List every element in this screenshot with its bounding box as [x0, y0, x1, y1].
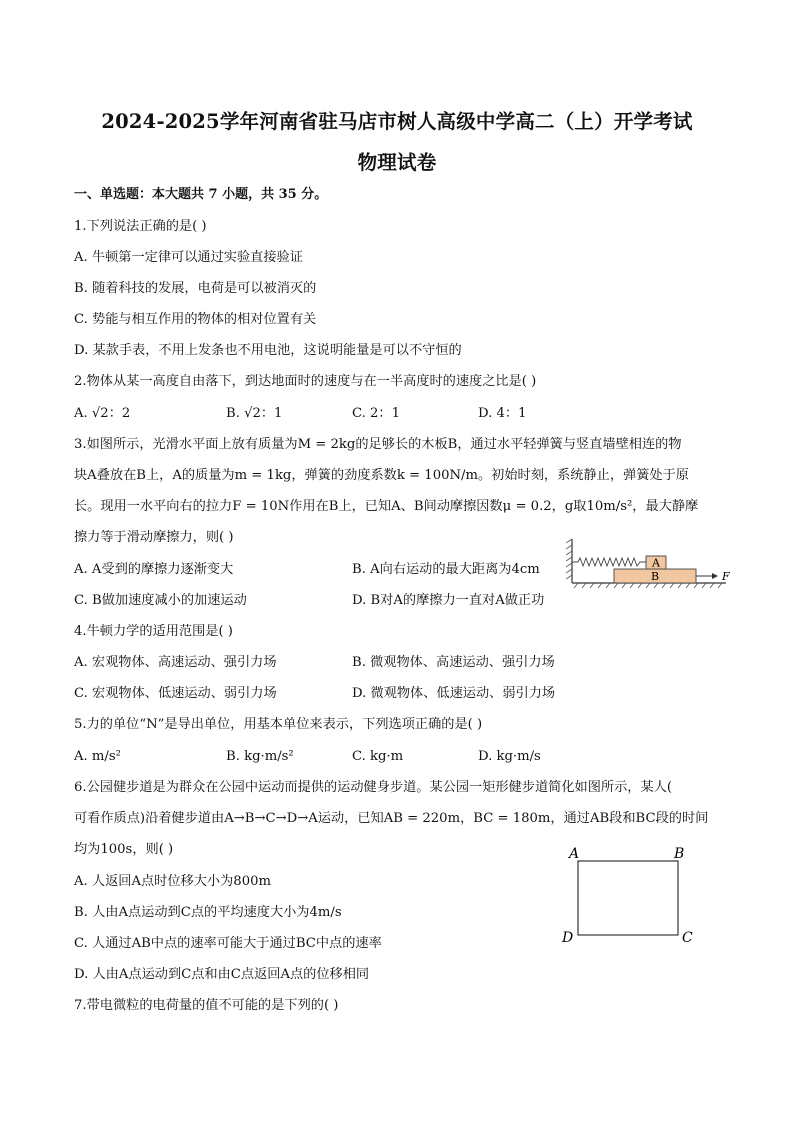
q2-stem: 2.物体从某一高度自由落下，到达地面时的速度与在一半高度时的速度之比是( )	[74, 374, 537, 389]
q1-option-d: D. 某款手表，不用上发条也不用电池，这说明能量是可以不守恒的	[74, 343, 462, 358]
q2-option-d: D. 4：1	[478, 406, 527, 421]
corner-b-label: B	[674, 846, 685, 862]
force-label: F	[722, 570, 730, 583]
q3-stem-line4: 擦力等于滑动摩擦力，则( )	[74, 530, 234, 545]
q7-stem: 7.带电微粒的电荷量的值不可能的是下列的( )	[74, 998, 339, 1013]
q6-option-c: C. 人通过AB中点的速率可能大于通过BC中点的速率	[74, 936, 382, 951]
q5-option-b: B. kg·m/s²	[226, 749, 294, 764]
q3-stem-line1: 3.如图所示，光滑水平面上放有质量为M = 2kg的足够长的木板B，通过水平轻弹簧与竖直墙壁相连的物	[74, 437, 682, 452]
q3-option-c: C. B做加速度减小的加速运动	[74, 593, 247, 608]
rectangle-path	[578, 861, 678, 935]
q6-option-b: B. 人由A点运动到C点的平均速度大小为4m/s	[74, 905, 342, 920]
q5-option-a: A. m/s²	[74, 749, 121, 764]
q6-option-d: D. 人由A点运动到C点和由C点返回A点的位移相同	[74, 967, 370, 982]
q2-option-c: C. 2：1	[352, 406, 400, 421]
block-b-label: B	[650, 570, 660, 583]
q1-option-c: C. 势能与相互作用的物体的相对位置有关	[74, 312, 317, 327]
force-arrowhead	[712, 573, 718, 579]
wall-hatch	[566, 539, 572, 579]
exam-title-line2: 物理试卷	[357, 151, 437, 174]
q6-stem-line1: 6.公园健步道是为群众在公园中运动而提供的运动健身步道。某公园一矩形健步道简化如图所示，某人(	[74, 780, 672, 795]
q5-option-c: C. kg·m	[352, 749, 404, 764]
q4-option-a: A. 宏观物体、高速运动、强引力场	[74, 655, 277, 670]
q5-stem: 5.力的单位“N”是导出单位，用基本单位来表示，下列选项正确的是( )	[74, 717, 483, 732]
q4-option-b: B. 微观物体、高速运动、强引力场	[352, 655, 555, 670]
q1-option-b: B. 随着科技的发展，电荷是可以被消灭的	[74, 281, 317, 296]
q6-rectangle-figure	[560, 843, 710, 943]
q5-option-d: D. kg·m/s	[478, 749, 541, 764]
q6-stem-line2: 可看作质点)沿着健步道由A→B→C→D→A运动，已知AB = 220m，BC = 180m，通过AB段和BC段的时间	[74, 811, 709, 826]
section-heading: 一、单选题：本大题共 7 小题，共 35 分。	[74, 187, 328, 202]
q2-option-b: B. √2：1	[226, 406, 283, 421]
q4-stem: 4.牛顿力学的适用范围是( )	[74, 624, 233, 639]
exam-title-line1: 2024-2025学年河南省驻马店市树人高级中学高二（上）开学考试	[101, 110, 693, 133]
q3-option-d: D. B对A的摩擦力一直对A做正功	[352, 593, 545, 608]
q3-stem-line3: 长。现用一水平向右的拉力F = 10N作用在B上，已知A、B间动摩擦因数μ = 0.2，g取10m/s²，最大静摩	[74, 499, 699, 514]
q1-option-a: A. 牛顿第一定律可以通过实验直接验证	[74, 250, 303, 265]
q1-stem: 1.下列说法正确的是( )	[74, 219, 207, 234]
q4-option-d: D. 微观物体、低速运动、弱引力场	[352, 686, 556, 701]
q3-option-b: B. A向右运动的最大距离为4cm	[352, 562, 540, 577]
spring	[572, 558, 646, 566]
q6-option-a: A. 人返回A点时位移大小为800m	[74, 874, 271, 889]
q3-stem-line2: 块A叠放在B上，A的质量为m = 1kg，弹簧的劲度系数k = 100N/m。初始时刻，系统静止，弹簧处于原	[74, 468, 689, 483]
floor-hatch	[574, 583, 722, 588]
corner-d-label: D	[562, 930, 574, 943]
q3-option-a: A. A受到的摩擦力逐渐变大	[74, 562, 234, 577]
q6-stem-line3: 均为100s，则( )	[74, 842, 174, 857]
corner-c-label: C	[682, 930, 693, 943]
corner-a-label: A	[569, 846, 580, 862]
q3-spring-block-figure	[566, 535, 736, 591]
block-a-label: A	[652, 556, 660, 570]
q2-option-a: A. √2：2	[74, 406, 131, 421]
q4-option-c: C. 宏观物体、低速运动、弱引力场	[74, 686, 277, 701]
